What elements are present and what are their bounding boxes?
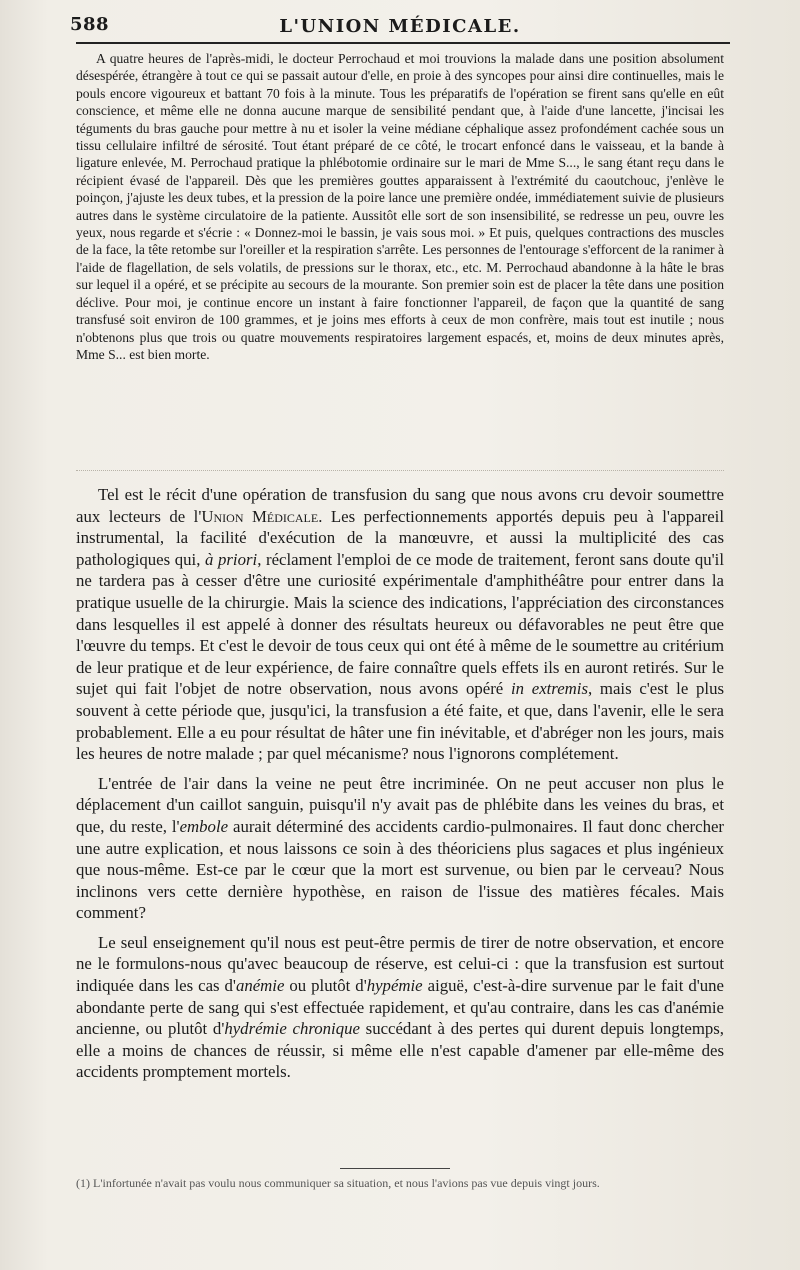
text-run: ou plutôt d' (284, 976, 367, 996)
running-title: L'UNION MÉDICALE. (279, 15, 521, 37)
italic-term: hydrémie chronique (224, 1019, 360, 1039)
text-run: succédant à des pertes qui durent depuis longtemps, elle a moins de chances de réussir, si même elle n'est capable d'amener par elle-même des accidents promptement mortels. (76, 1019, 724, 1082)
case-report-paragraph: A quatre heures de l'après-midi, le docteur Perrochaud et moi trouvions la malade dans une position absolument désespérée, étrangère à tout ce qui se passait autour d'elle, en proie à des syncopes pour ainsi dire continuelles, mais le pouls encore vigoureux et battant 70 fois à la minute. Tous les préparatifs de l'opération se firent sans qu'elle en eût conscience, et même elle ne donna aucune marque de sensibilité pendant que, à l'aide d'une lancette, j'incisai les téguments du bras gauche pour mettre à nu et isoler la veine médiane céphalique assez profondément cachée sous un tissu cellulaire infiltré de sérosité. Tout étant préparé de ce côté, le trocart enfoncé dans le vaisseau, et la bande à ligature enlevée, M. Perrochaud pratique la phlébotomie ordinaire sur le mari de Mme S..., le sang étant reçu dans le récipient évasé de l'appareil. Dès que les premières gouttes apparaissent à l'extrémité du caoutchouc, j'enlève le poinçon, j'ajuste les deux tubes, et la pression de la poire lance une première ondée, immédiatement suivie de plusieurs autres dans le système circulatoire de la patiente. Aussitôt elle sort de son insensibilité, se redresse un peu, ouvre les yeux, nous regarde et s'écrie : « Donnez-moi le bassin, je vais sous moi. » Et puis, quelques contractions des muscles de la face, la tête retombe sur l'oreiller et la respiration s'arrête. Les personnes de l'entourage s'efforcent de la ranimer à l'aide de flagellation, de sels volatils, de pressions sur le thorax, etc., etc. M. Perrochaud abandonne à la hâte le bras sur lequel il a opéré, et se précipite au secours de la mourante. Son premier soin est de placer la tête dans une position déclive. Pour moi, je continue encore un instant à faire fonctionner l'appareil, de façon que la quantité de sang transfusé soit environ de 100 grammes, et je joins mes efforts à ceux de mon confrère, mais tout est inutile ; nous n'obtenons plus que trois ou quatre mouvements respiratoires largement espacés, et, moins de deux minutes après, Mme S... est bien morte. (76, 51, 724, 362)
text-run: Le seul enseignement qu'il nous est peut-être permis de tirer de notre observation, et encore ne le formulons-nous qu'avec beaucoup de réserve, est celui-ci : que la transfusion est surtout indiquée dans les cas d' (76, 932, 724, 996)
italic-term: embole (179, 816, 229, 836)
journal-name: Union Médicale (201, 506, 319, 526)
commentary-paragraph-1 (76, 484, 724, 765)
commentary-paragraph-2 (76, 773, 724, 924)
italic-term: à priori (205, 549, 258, 569)
italic-term: in extremis (510, 679, 588, 699)
footnote: (1) L'infortunée n'avait pas voulu nous communiquer sa situation, et nous l'avions pas vue depuis vingt jours. (76, 1176, 600, 1190)
header-rule (76, 42, 730, 44)
text-run: , réclament l'emploi de ce mode de traitement, feront sans doute qu'il ne tardera pas à cesser d'être une curiosité expérimentale d'amphithéâtre pour entrer dans la pratique usuelle de la chirurgie. Mais la science des indications, l'appréciation des circonstances dans lesquelles il est appelé à donner des résultats heureux ou défavorables ne peut être que l'œuvre du temps. Et c'est le devoir de tous ceux qui ont été à même de le soumettre au critérium de leur pratique et de leur expérience, de faire connaître quels effets ils en auront retirés. Sur le sujet qui fait l'objet de notre observation, nous avons opéré (76, 549, 724, 699)
italic-term: anémie (235, 976, 285, 996)
text-run: . Les perfectionnements apportés depuis peu à l'appareil instrumental, la facilité d'exécution de la manœuvre, et aussi la multiplicité des cas pathologiques qui, (76, 506, 724, 569)
text-run: aurait déterminé des accidents cardio-pulmonaires. Il faut donc chercher une autre explication, et nous laissons ce soin à des théoriciens plus sagaces et plus ingénieux que nous-même. Est-ce par le cœur que la mort est survenue, ou bien par le cerveau? Nous inclinons vers cette dernière hypothèse, en raison de l'issue des matières fécales. Mais comment? (76, 816, 724, 923)
section-divider (76, 470, 724, 472)
page-number: 588 (70, 14, 110, 35)
commentary-text (76, 484, 724, 1091)
commentary-paragraph-3 (76, 932, 724, 1083)
page-header (70, 12, 730, 40)
text-run: L'entrée de l'air dans la veine ne peut être incriminée. On ne peut accuser non plus le déplacement d'un caillot sanguin, puisqu'il n'y avait pas de phlébite dans les veines du bras, et que, du reste, l' (76, 773, 724, 836)
text-run: Tel est le récit d'une opération de transfusion du sang que nous avons cru devoir soumettre aux lecteurs de l' (76, 485, 724, 526)
case-report-text (76, 50, 724, 363)
text-run: , mais c'est le plus souvent à cette période que, jusqu'ici, la transfusion a été faite, et que, dans l'avenir, elle le sera probablement. Elle a eu pour résultat de hâter une fin inévitable, et d'abréger non les jours, mais les heures de notre malade ; par quel mécanisme? nous l'ignorons complétement. (76, 679, 724, 764)
italic-term: hypémie (366, 976, 423, 996)
text-run: aiguë, c'est-à-dire survenue par le fait d'une abondante perte de sang qui s'est effectuée rapidement, et qu'au contraire, dans les cas d'anémie ancienne, ou plutôt d' (76, 976, 724, 1039)
footnote-rule (340, 1168, 450, 1169)
